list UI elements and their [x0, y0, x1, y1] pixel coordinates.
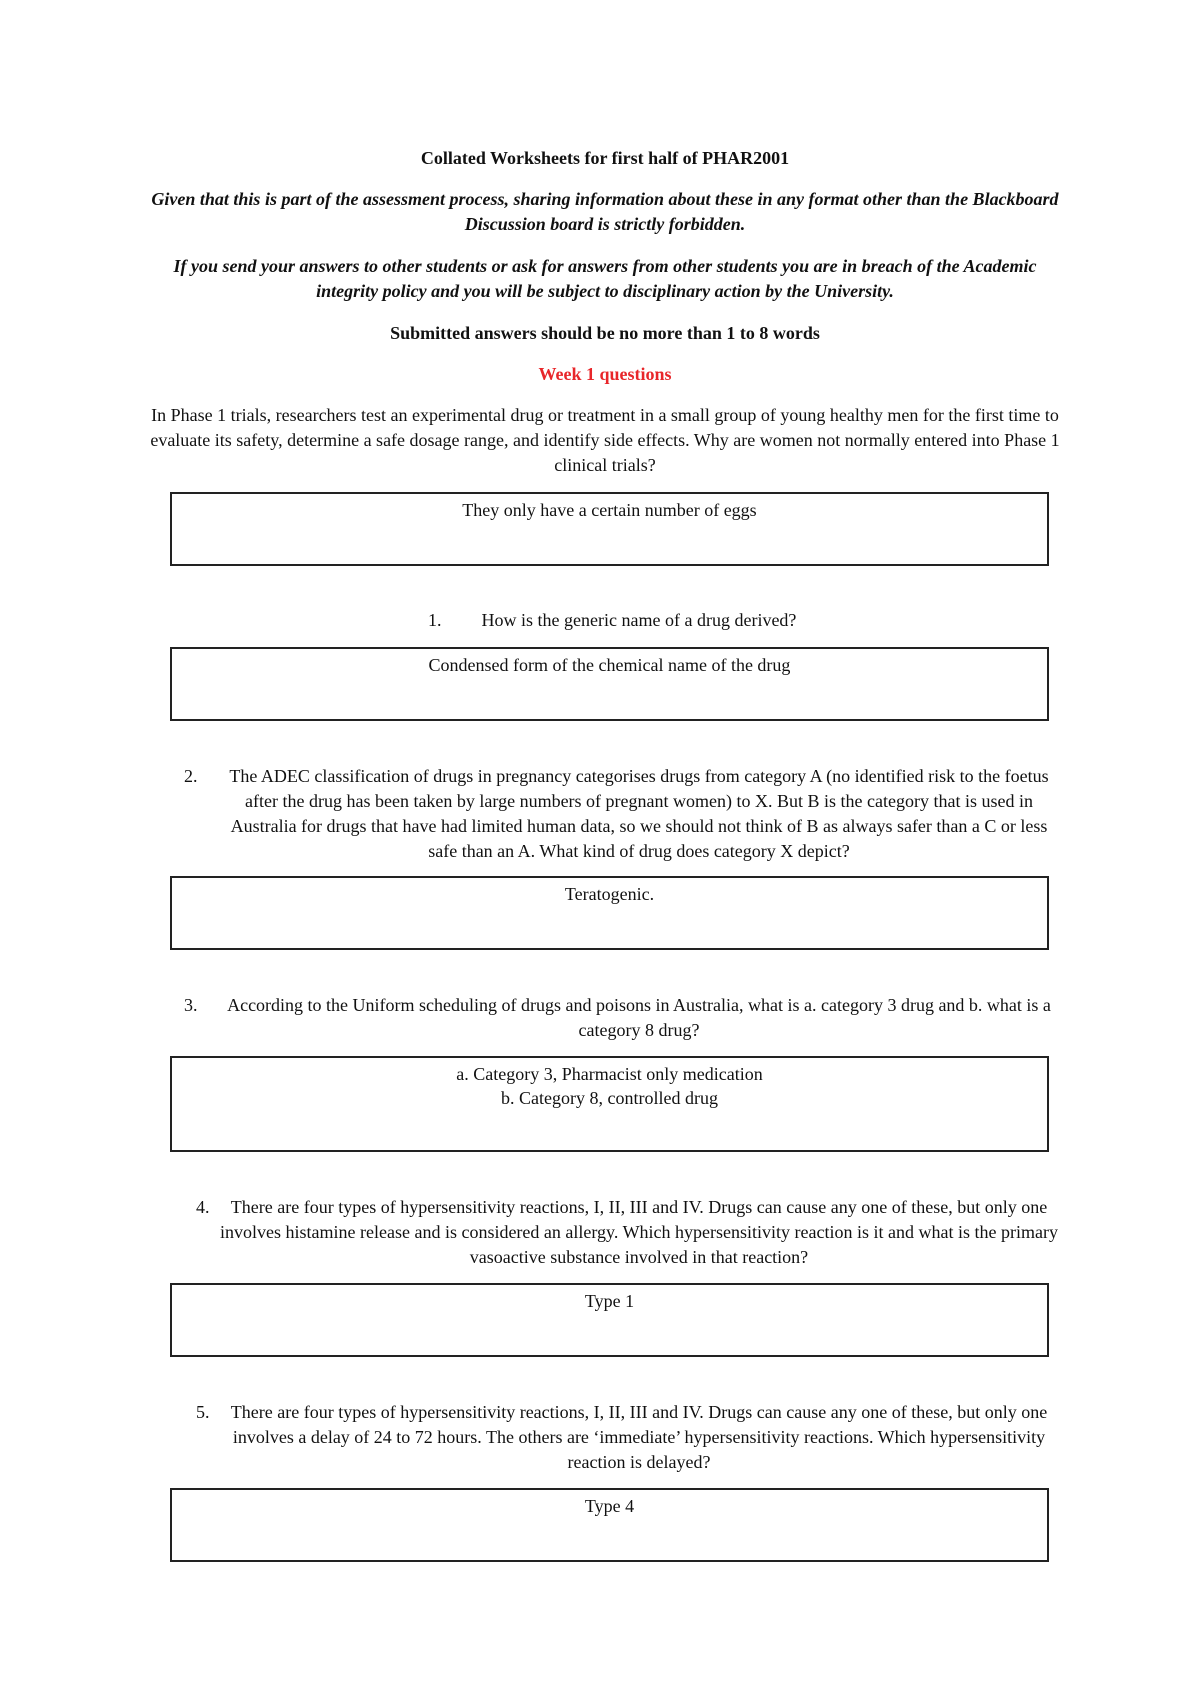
- intro-answer-box[interactable]: [170, 492, 1049, 566]
- question-number: 1.: [428, 610, 442, 630]
- sharing-warning: Given that this is part of the assessment process, sharing information about these in any format other than the Blackboard Discussion board is strictly forbidden.: [151, 189, 1059, 234]
- question-number: 4.: [196, 1197, 210, 1217]
- answer-box-5[interactable]: [170, 1488, 1049, 1562]
- question-number: 5.: [196, 1402, 210, 1422]
- answer-box-2[interactable]: [170, 876, 1049, 950]
- question-number: 2.: [184, 766, 198, 786]
- question-2: [184, 764, 1060, 864]
- integrity-warning: If you send your answers to other students or ask for answers from other students you are in breach of the Academic integrity policy and you will be subject to disciplinary action by the University.: [173, 256, 1037, 301]
- answer-box-4[interactable]: [170, 1283, 1049, 1357]
- document-title: Collated Worksheets for first half of PHAR2001: [420, 148, 790, 168]
- question-3: [184, 993, 1060, 1043]
- answer-text: Type 4: [584, 1496, 635, 1516]
- question-4: [196, 1195, 1060, 1270]
- question-text: There are four types of hypersensitivity reactions, I, II, III and IV. Drugs can cause any one of these, but only one involves a delay of 24 to 72 hours. The others are ‘immediate’ hypersensitivity reactions. Which hypersensitivity reaction is delayed?: [230, 1402, 1048, 1472]
- intro-question: In Phase 1 trials, researchers test an experimental drug or treatment in a small group of young healthy men for the first time to evaluate its safety, determine a safe dosage range, and identify side effects. Why are women not normally entered into Phase 1 clinical trials?: [150, 405, 1060, 475]
- answer-box-1[interactable]: [170, 647, 1049, 721]
- answer-box-3[interactable]: [170, 1056, 1049, 1152]
- answer-text: Teratogenic.: [564, 884, 655, 904]
- answer-text: They only have a certain number of eggs: [462, 500, 757, 520]
- answer-text: Condensed form of the chemical name of the drug: [428, 655, 791, 675]
- answer-text: Type 1: [584, 1291, 635, 1311]
- question-text: According to the Uniform scheduling of drugs and poisons in Australia, what is a. category 3 drug and b. what is a category 8 drug?: [227, 995, 1051, 1040]
- answer-length-note: Submitted answers should be no more than 1 to 8 words: [390, 323, 820, 343]
- week-heading: Week 1 questions: [538, 364, 672, 384]
- answer-text-line-1: a. Category 3, Pharmacist only medication: [456, 1064, 763, 1084]
- question-text: The ADEC classification of drugs in pregnancy categorises drugs from category A (no identified risk to the foetus after the drug has been taken by large numbers of pregnant women) to X. But B is the category that is used in Australia for drugs that have had limited human data, so we should not think of B as always safer than a C or less safe than an A. What kind of drug does category X depict?: [229, 766, 1049, 861]
- question-text: How is the generic name of a drug derived?: [481, 610, 797, 630]
- question-text: There are four types of hypersensitivity reactions, I, II, III and IV. Drugs can cause any one of these, but only one involves histamine release and is considered an allergy. Which hypersensitivity reaction is it and what is the primary vasoactive substance involved in that reaction?: [220, 1197, 1058, 1267]
- answer-text-line-2: b. Category 8, controlled drug: [501, 1088, 718, 1108]
- question-number: 3.: [184, 995, 198, 1015]
- question-1: [218, 608, 1060, 633]
- question-5: [196, 1400, 1060, 1475]
